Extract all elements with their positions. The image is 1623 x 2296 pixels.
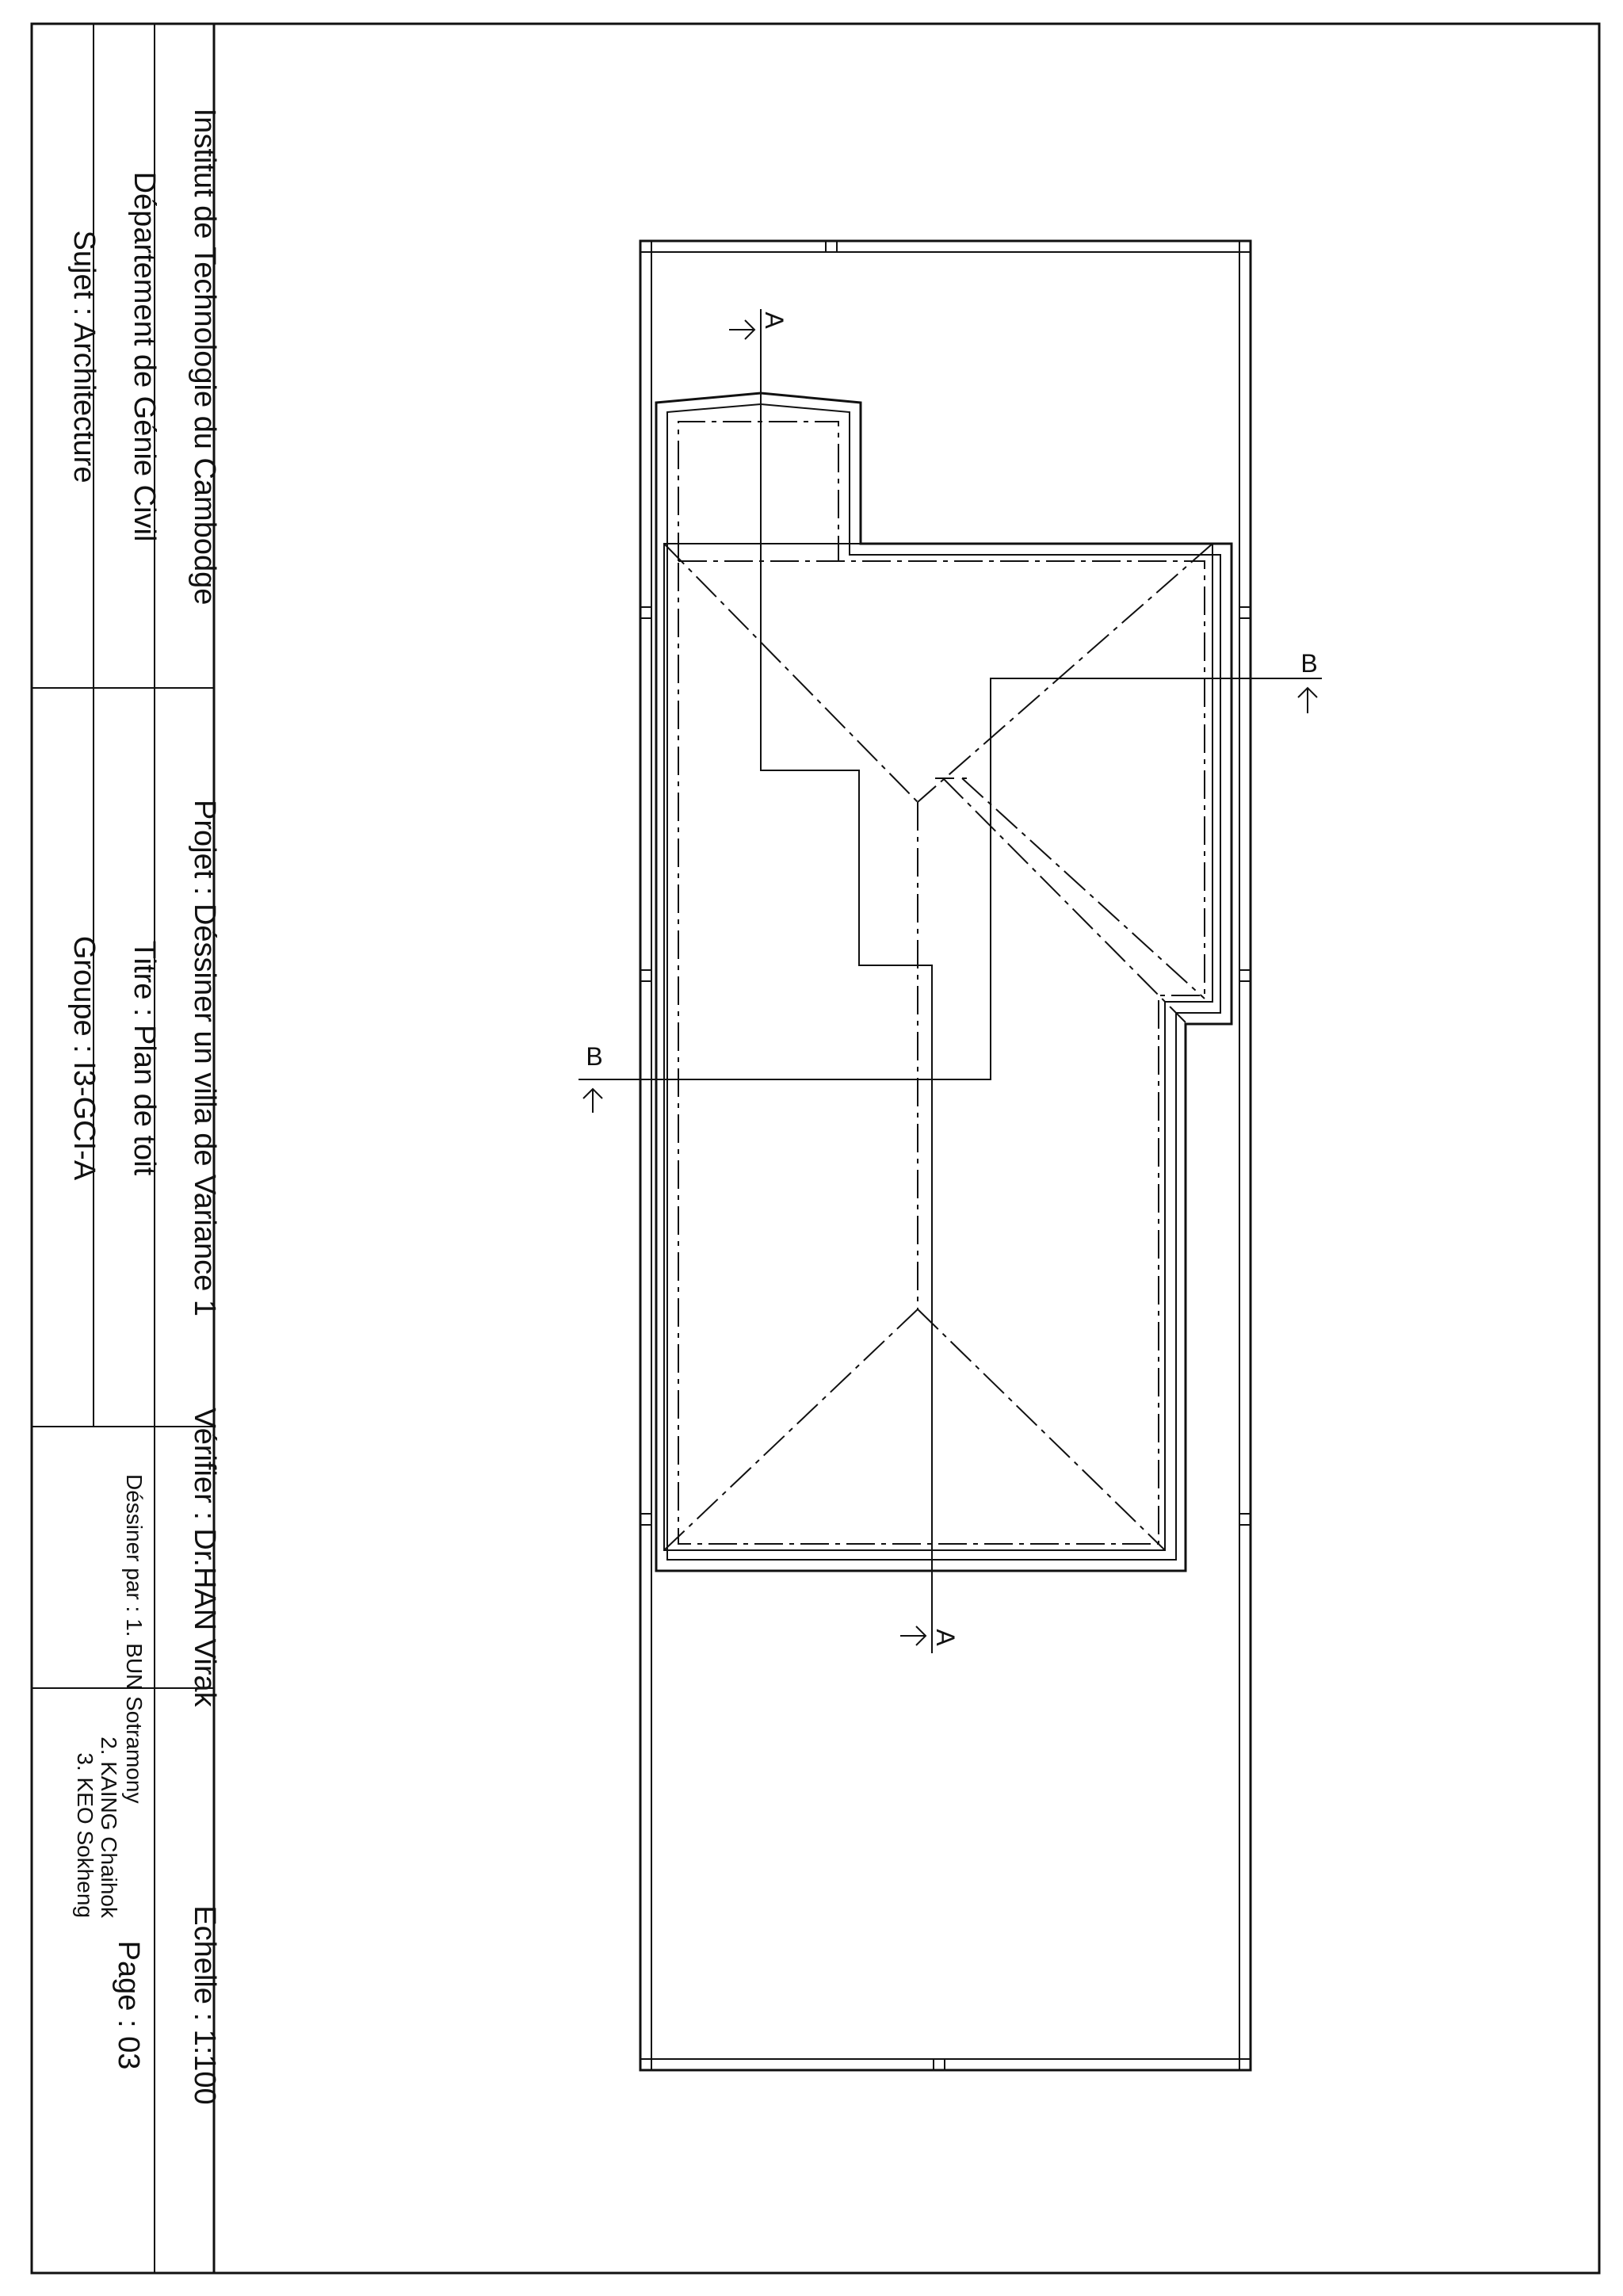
- hip-line: [918, 544, 1212, 802]
- wall-post: [640, 241, 651, 252]
- project-text: Projet : Déssiner un villa de Variance 1: [188, 800, 221, 1316]
- roof-eave-line: [667, 404, 1220, 1560]
- valley-line: [943, 778, 1186, 1022]
- plot-inner-line: [651, 252, 1239, 2059]
- wall-post: [640, 607, 651, 618]
- scale-text: Echelle : 1:100: [188, 1905, 221, 2105]
- section-a-bottom-label: A: [931, 1629, 960, 1646]
- drawn-by-line-3: 3. KEO Sokheng: [73, 1752, 97, 1918]
- wall-post: [1239, 970, 1251, 981]
- drawing-title: Titre : Plan de toit: [128, 940, 161, 1176]
- drawn-by-line-2: 2. KAING Chaihok: [97, 1736, 121, 1918]
- section-a-cut-path: [761, 309, 932, 1653]
- drawn-by-line-1: Déssiner par : 1. BUN Sotramony: [122, 1474, 147, 1804]
- wall-post: [640, 2059, 651, 2070]
- title-block: [32, 24, 1599, 2273]
- hip-line: [918, 1309, 1165, 1550]
- wall-post: [640, 970, 651, 981]
- section-b-right-label: B: [1300, 649, 1318, 678]
- wall-post: [1239, 607, 1251, 618]
- institute-name: Institut de Technologie du Cambodge: [188, 108, 221, 606]
- roof-plan: [656, 393, 1232, 1571]
- hip-line: [664, 544, 918, 802]
- section-b-cut-path: [579, 678, 1322, 1079]
- valley-line: [962, 778, 1205, 999]
- hip-line: [664, 1309, 918, 1550]
- porch-outline-dashed: [678, 422, 838, 561]
- section-line-b: [579, 649, 1322, 1113]
- wall-post: [1239, 2059, 1251, 2070]
- wall-post: [1239, 241, 1251, 252]
- group-text: Groupe : I3-GCI-A: [67, 935, 101, 1181]
- sheet-border: [32, 24, 1599, 2273]
- wall-outline-dashed: [678, 561, 1205, 1544]
- section-line-a: [729, 309, 960, 1653]
- wall-post: [1239, 1514, 1251, 1525]
- wall-post: [934, 2059, 945, 2070]
- wall-post: [640, 1514, 651, 1525]
- section-a-top-label: A: [760, 311, 789, 329]
- subject-text: Sujet : Architecture: [67, 230, 101, 483]
- roof-edge-line: [664, 544, 1212, 1550]
- page-number: Page : 03: [112, 1940, 145, 2070]
- department-name: Département de Génie Civil: [128, 171, 161, 542]
- section-b-left-label: B: [586, 1042, 603, 1071]
- wall-post: [826, 241, 837, 252]
- verified-by: Vérifier : Dr.HAN Virak: [188, 1408, 221, 1707]
